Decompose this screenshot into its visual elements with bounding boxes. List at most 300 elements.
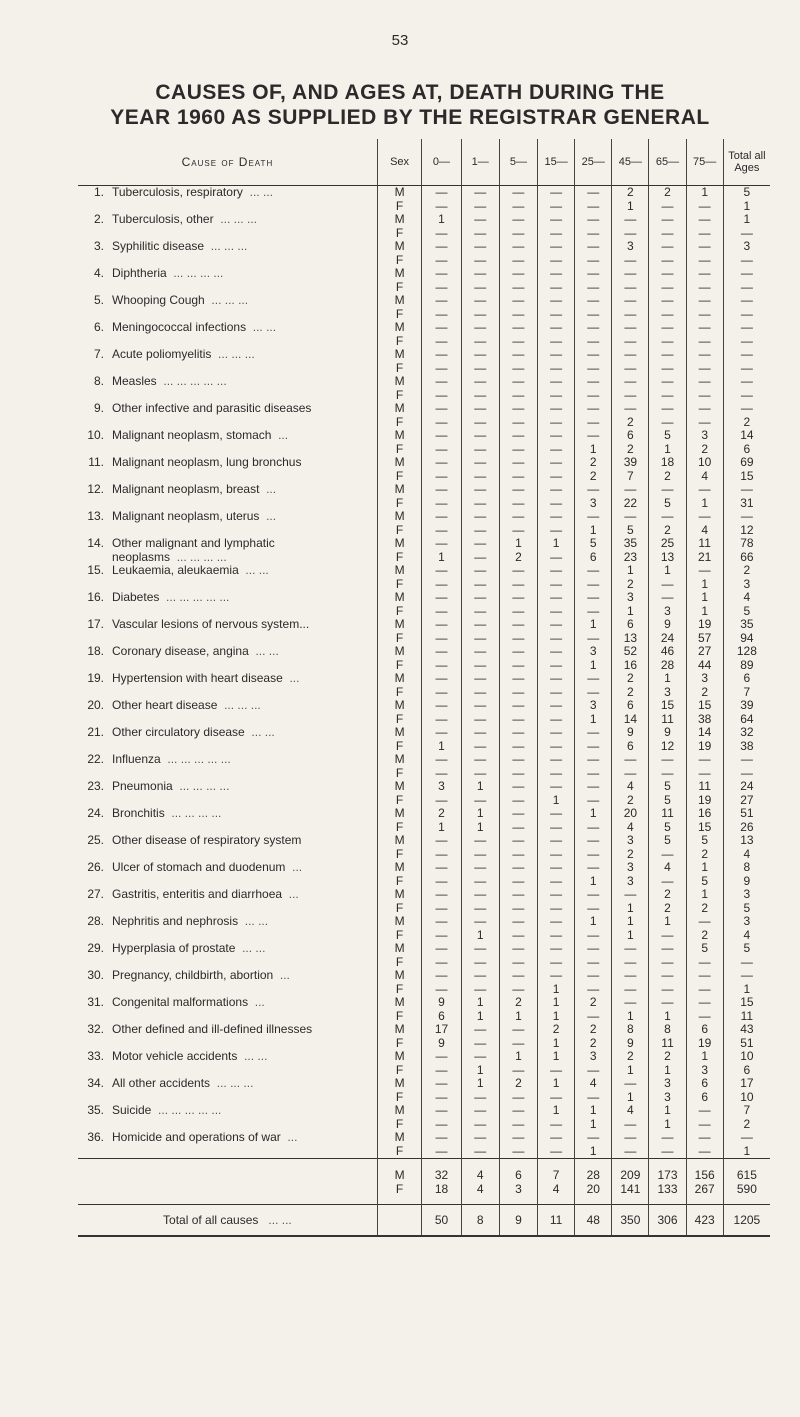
value-cell: — bbox=[461, 294, 499, 308]
value-cell: — bbox=[422, 726, 461, 740]
value-cell: 2 bbox=[701, 847, 708, 861]
value-cell: 2 bbox=[575, 470, 612, 484]
value-cell: — bbox=[538, 861, 575, 875]
value-cell: 1 bbox=[422, 740, 461, 754]
leader-dots: ... bbox=[288, 888, 299, 901]
value-cell: — bbox=[698, 280, 711, 294]
value-cell: 2 bbox=[575, 996, 612, 1010]
table-row bbox=[78, 362, 770, 376]
cause-number: 16. bbox=[87, 591, 104, 604]
value-cell: — bbox=[698, 969, 711, 982]
value-cell: — bbox=[461, 902, 499, 916]
sex-cell: M bbox=[377, 213, 422, 227]
table-row bbox=[78, 429, 770, 443]
total-cell: — bbox=[723, 294, 770, 308]
value-cell: 9 bbox=[422, 996, 461, 1010]
cause-number: 11. bbox=[88, 456, 104, 469]
value-cell: 6 bbox=[701, 1077, 708, 1090]
cause-name bbox=[112, 551, 377, 565]
value-cell: — bbox=[499, 672, 537, 686]
cause-cell bbox=[78, 1077, 377, 1091]
value-cell: 1 bbox=[612, 1010, 649, 1024]
sex-cell: F bbox=[377, 254, 422, 268]
value-cell: 2 bbox=[649, 470, 686, 484]
sex-cell: F bbox=[377, 416, 422, 430]
value-cell: — bbox=[499, 375, 537, 389]
total-cell: — bbox=[723, 483, 770, 497]
value-cell: 15 bbox=[697, 820, 712, 834]
value-cell: — bbox=[649, 767, 686, 781]
cause-cell bbox=[78, 524, 377, 538]
cause-name bbox=[112, 375, 377, 389]
value-cell: — bbox=[575, 969, 612, 983]
cause-name-text: Hyperplasia of prostate bbox=[112, 942, 236, 955]
value-cell: 1 bbox=[461, 929, 499, 943]
value-cell: 1 bbox=[461, 780, 499, 794]
value-cell: 2 bbox=[612, 672, 649, 686]
leader-dots: ... bbox=[266, 483, 277, 496]
value-cell: — bbox=[461, 632, 499, 646]
cause-name-text: Motor vehicle accidents bbox=[112, 1050, 238, 1063]
cause-name-text: Whooping Cough bbox=[112, 294, 205, 307]
value-cell: — bbox=[612, 753, 649, 767]
sex-cell: M bbox=[377, 402, 422, 416]
value-cell: — bbox=[698, 240, 711, 253]
value-cell: 1 bbox=[538, 1104, 575, 1118]
grand-total-cell: 50 bbox=[422, 1205, 461, 1237]
header-age: 65— bbox=[649, 139, 686, 186]
total-cell: 5 bbox=[723, 942, 770, 956]
value-cell: — bbox=[499, 308, 537, 322]
value-cell: — bbox=[698, 510, 711, 523]
cause-name bbox=[112, 888, 377, 902]
summary-cell: 141 bbox=[612, 1183, 649, 1197]
cause-number: 29. bbox=[87, 942, 104, 955]
value-cell: — bbox=[461, 1091, 499, 1105]
value-cell: 4 bbox=[701, 469, 708, 483]
sex-cell: F bbox=[377, 308, 422, 322]
value-cell: — bbox=[575, 794, 612, 808]
value-cell: — bbox=[461, 537, 499, 551]
value-cell: — bbox=[538, 915, 575, 929]
value-cell: — bbox=[538, 470, 575, 484]
sex-cell: F bbox=[377, 605, 422, 619]
cause-name-text: Hypertension with heart disease bbox=[112, 672, 283, 685]
value-cell: 19 bbox=[697, 739, 712, 753]
value-cell: 2 bbox=[612, 686, 649, 700]
total-cell: 4 bbox=[723, 591, 770, 605]
value-cell: — bbox=[499, 834, 537, 848]
cause-cell bbox=[78, 227, 377, 241]
header-age: 75— bbox=[686, 139, 723, 186]
value-cell: — bbox=[698, 996, 711, 1009]
value-cell: — bbox=[698, 213, 711, 226]
sex-cell: F bbox=[377, 1183, 422, 1197]
cause-name-text: Coronary disease, angina bbox=[112, 645, 249, 658]
sex-cell: M bbox=[377, 726, 422, 740]
table-row bbox=[78, 1010, 770, 1024]
value-cell: — bbox=[461, 456, 499, 470]
value-cell: 1 bbox=[612, 1091, 649, 1105]
value-cell: — bbox=[461, 591, 499, 605]
sex-cell: M bbox=[377, 537, 422, 551]
cause-name bbox=[112, 429, 377, 443]
total-cell: — bbox=[723, 321, 770, 335]
value-cell: — bbox=[461, 443, 499, 457]
value-cell: — bbox=[461, 213, 499, 227]
leader-dots: ... ... ... ... ... bbox=[166, 591, 230, 604]
header-total: Total all Ages bbox=[723, 139, 770, 186]
value-cell: 1 bbox=[649, 1010, 686, 1024]
cause-cell bbox=[78, 591, 377, 605]
value-cell: — bbox=[575, 348, 612, 362]
value-cell: — bbox=[461, 834, 499, 848]
value-cell: 2 bbox=[575, 456, 612, 470]
value-cell: — bbox=[461, 429, 499, 443]
value-cell: — bbox=[422, 227, 461, 241]
value-cell: — bbox=[422, 929, 461, 943]
cause-cell bbox=[78, 362, 377, 376]
table-row bbox=[78, 443, 770, 457]
value-cell: — bbox=[422, 645, 461, 659]
sex-cell: F bbox=[377, 443, 422, 457]
value-cell: 1 bbox=[575, 443, 612, 457]
table-row bbox=[78, 929, 770, 943]
leader-dots: ... ... ... bbox=[224, 699, 261, 712]
value-cell: — bbox=[461, 1118, 499, 1132]
header-age: 0— bbox=[422, 139, 461, 186]
value-cell: 1 bbox=[701, 1050, 708, 1063]
cause-cell bbox=[78, 254, 377, 268]
value-cell: — bbox=[422, 969, 461, 983]
value-cell: — bbox=[698, 982, 711, 996]
value-cell: — bbox=[698, 1117, 711, 1131]
value-cell: — bbox=[461, 659, 499, 673]
value-cell: 2 bbox=[612, 1050, 649, 1064]
cause-cell bbox=[78, 186, 377, 200]
cause-number: 33. bbox=[87, 1050, 104, 1063]
value-cell: — bbox=[422, 942, 461, 956]
value-cell: — bbox=[538, 942, 575, 956]
total-cell: 38 bbox=[723, 740, 770, 754]
total-cell: 51 bbox=[723, 807, 770, 821]
value-cell: — bbox=[422, 281, 461, 295]
value-cell: — bbox=[499, 429, 537, 443]
sex-cell: F bbox=[377, 227, 422, 241]
value-cell: — bbox=[499, 969, 537, 983]
value-cell: — bbox=[649, 848, 686, 862]
table-row bbox=[78, 956, 770, 970]
total-cell: 69 bbox=[723, 456, 770, 470]
value-cell: 14 bbox=[697, 726, 712, 739]
cause-cell bbox=[78, 578, 377, 592]
value-cell: 11 bbox=[649, 807, 686, 821]
value-cell: 1 bbox=[612, 1064, 649, 1078]
value-cell: — bbox=[422, 861, 461, 875]
value-cell: 1 bbox=[461, 821, 499, 835]
value-cell: — bbox=[698, 253, 711, 267]
value-cell: 15 bbox=[697, 699, 712, 712]
value-cell: 20 bbox=[612, 807, 649, 821]
total-cell: 3 bbox=[723, 240, 770, 254]
value-cell: — bbox=[422, 875, 461, 889]
value-cell: 1 bbox=[499, 1010, 537, 1024]
summary-cell: 156 bbox=[686, 1159, 723, 1183]
cause-cell bbox=[78, 240, 377, 254]
total-cell: 10 bbox=[723, 1050, 770, 1064]
value-cell: — bbox=[538, 321, 575, 335]
value-cell: 2 bbox=[701, 685, 708, 699]
cause-name-text: All other accidents bbox=[112, 1077, 211, 1090]
value-cell: — bbox=[461, 888, 499, 902]
table-row bbox=[78, 780, 770, 794]
summary-cell: 20 bbox=[575, 1183, 612, 1197]
value-cell: — bbox=[422, 902, 461, 916]
value-cell: — bbox=[538, 524, 575, 538]
value-cell: — bbox=[538, 1131, 575, 1145]
cause-name bbox=[112, 807, 377, 821]
cause-cell bbox=[78, 308, 377, 322]
value-cell: — bbox=[538, 227, 575, 241]
cause-number: 5. bbox=[93, 294, 104, 307]
cause-name-text: Leukaemia, aleukaemia bbox=[112, 564, 239, 577]
value-cell: — bbox=[538, 483, 575, 497]
value-cell: 6 bbox=[701, 1023, 708, 1036]
table-row bbox=[78, 686, 770, 700]
value-cell: — bbox=[698, 361, 711, 375]
value-cell: — bbox=[649, 281, 686, 295]
sex-cell: M bbox=[377, 834, 422, 848]
value-cell: — bbox=[499, 942, 537, 956]
value-cell: — bbox=[499, 1131, 537, 1145]
cause-cell bbox=[78, 389, 377, 403]
total-cell: 15 bbox=[723, 996, 770, 1010]
cause-cell bbox=[78, 740, 377, 754]
cause-cell bbox=[78, 686, 377, 700]
sex-cell: M bbox=[377, 1023, 422, 1037]
cause-cell bbox=[78, 659, 377, 673]
value-cell: — bbox=[499, 875, 537, 889]
sex-cell: M bbox=[377, 483, 422, 497]
value-cell: 19 bbox=[697, 793, 712, 807]
value-cell: — bbox=[538, 240, 575, 254]
value-cell: — bbox=[499, 618, 537, 632]
leader-dots: ... bbox=[278, 429, 289, 442]
total-cell: 5 bbox=[723, 605, 770, 619]
value-cell: — bbox=[538, 686, 575, 700]
value-cell: — bbox=[698, 294, 711, 307]
cause-name-text: Homicide and operations of war bbox=[112, 1131, 281, 1144]
value-cell: 39 bbox=[612, 456, 649, 470]
leader-dots: ... bbox=[279, 969, 290, 982]
summary-row-male bbox=[78, 1159, 770, 1183]
sex-cell: F bbox=[377, 335, 422, 349]
value-cell: — bbox=[575, 240, 612, 254]
total-cell: — bbox=[723, 362, 770, 376]
grand-total-cell: 423 bbox=[686, 1205, 723, 1237]
value-cell: 5 bbox=[701, 942, 708, 955]
value-cell: 1 bbox=[701, 577, 708, 591]
value-cell: 2 bbox=[612, 186, 649, 200]
value-cell: 2 bbox=[575, 1037, 612, 1051]
value-cell: — bbox=[499, 294, 537, 308]
cause-number: 15. bbox=[87, 564, 104, 577]
value-cell: 2 bbox=[538, 1023, 575, 1037]
table-row bbox=[78, 875, 770, 889]
cause-name bbox=[112, 618, 377, 632]
value-cell: — bbox=[499, 281, 537, 295]
cause-cell bbox=[78, 902, 377, 916]
value-cell: — bbox=[461, 551, 499, 565]
value-cell: — bbox=[575, 186, 612, 200]
total-cell: — bbox=[723, 510, 770, 524]
sex-cell: F bbox=[377, 821, 422, 835]
value-cell: — bbox=[538, 375, 575, 389]
table-row bbox=[78, 794, 770, 808]
cause-cell bbox=[78, 794, 377, 808]
cause-cell bbox=[78, 483, 377, 497]
value-cell: — bbox=[422, 267, 461, 281]
sex-cell: F bbox=[377, 470, 422, 484]
value-cell: — bbox=[538, 213, 575, 227]
value-cell: — bbox=[499, 348, 537, 362]
cause-number: 22. bbox=[87, 753, 104, 766]
value-cell: — bbox=[575, 416, 612, 430]
value-cell: 19 bbox=[697, 618, 712, 631]
cause-number: 26. bbox=[87, 861, 104, 874]
total-cell: — bbox=[723, 402, 770, 416]
value-cell: — bbox=[461, 254, 499, 268]
summary-cell: 32 bbox=[422, 1159, 461, 1183]
value-cell: — bbox=[698, 564, 711, 577]
table-row bbox=[78, 227, 770, 241]
leader-dots: ... ... ... bbox=[216, 1077, 254, 1090]
total-cell: 89 bbox=[723, 659, 770, 673]
value-cell: — bbox=[499, 902, 537, 916]
value-cell: — bbox=[461, 983, 499, 997]
cause-number: 31. bbox=[87, 996, 104, 1009]
header-age: 15— bbox=[538, 139, 575, 186]
table-row bbox=[78, 578, 770, 592]
value-cell: — bbox=[575, 578, 612, 592]
value-cell: — bbox=[612, 389, 649, 403]
cause-name-text: Bronchitis bbox=[112, 807, 165, 820]
cause-number: 34. bbox=[87, 1077, 104, 1090]
table-row bbox=[78, 254, 770, 268]
value-cell: — bbox=[698, 388, 711, 402]
value-cell: — bbox=[612, 888, 649, 902]
cause-name-text: Malignant neoplasm, stomach bbox=[112, 429, 272, 442]
value-cell: — bbox=[575, 281, 612, 295]
value-cell: 6 bbox=[612, 429, 649, 443]
sex-cell: F bbox=[377, 524, 422, 538]
value-cell: — bbox=[461, 699, 499, 713]
table-row bbox=[78, 510, 770, 524]
value-cell: — bbox=[499, 1104, 537, 1118]
value-cell: — bbox=[499, 240, 537, 254]
table-row bbox=[78, 564, 770, 578]
sex-cell: M bbox=[377, 321, 422, 335]
value-cell: 1 bbox=[575, 915, 612, 929]
value-cell: — bbox=[499, 780, 537, 794]
value-cell: 10 bbox=[697, 456, 712, 469]
summary-cell: 133 bbox=[649, 1183, 686, 1197]
value-cell: 1 bbox=[649, 1104, 686, 1118]
table-row bbox=[78, 1050, 770, 1064]
value-cell: — bbox=[612, 983, 649, 997]
total-cell: — bbox=[723, 969, 770, 983]
value-cell: 14 bbox=[612, 713, 649, 727]
value-cell: — bbox=[422, 470, 461, 484]
cause-name bbox=[112, 969, 377, 983]
table-row bbox=[78, 1023, 770, 1037]
sex-cell: M bbox=[377, 186, 422, 200]
value-cell: — bbox=[575, 389, 612, 403]
table-row bbox=[78, 834, 770, 848]
cause-name-text: Congenital malformations bbox=[112, 996, 249, 1009]
sex-cell: M bbox=[377, 1050, 422, 1064]
cause-name-text: Malignant neoplasm, uterus bbox=[112, 510, 260, 523]
total-cell: 1 bbox=[723, 1145, 770, 1159]
value-cell: — bbox=[575, 564, 612, 578]
cause-cell bbox=[78, 1104, 377, 1118]
value-cell: — bbox=[649, 308, 686, 322]
value-cell: — bbox=[499, 956, 537, 970]
page-title bbox=[60, 80, 760, 130]
cause-name-text: Malignant neoplasm, breast bbox=[112, 483, 260, 496]
cause-cell bbox=[78, 767, 377, 781]
value-cell: — bbox=[461, 348, 499, 362]
value-cell: — bbox=[649, 591, 686, 605]
value-cell: — bbox=[461, 672, 499, 686]
value-cell: — bbox=[612, 281, 649, 295]
value-cell: — bbox=[499, 591, 537, 605]
sex-cell: M bbox=[377, 294, 422, 308]
cause-name bbox=[112, 483, 377, 497]
value-cell: — bbox=[698, 1009, 711, 1023]
sex-cell: F bbox=[377, 956, 422, 970]
cause-cell bbox=[78, 780, 377, 794]
table-row bbox=[78, 267, 770, 281]
cause-number: 30. bbox=[87, 969, 104, 982]
sex-cell: F bbox=[377, 578, 422, 592]
cause-number: 21. bbox=[87, 726, 104, 739]
table-row bbox=[78, 213, 770, 227]
value-cell: — bbox=[612, 1145, 649, 1159]
value-cell: — bbox=[649, 753, 686, 767]
table-row bbox=[78, 186, 770, 200]
leader-dots: ... ... bbox=[244, 1050, 268, 1063]
value-cell: — bbox=[461, 605, 499, 619]
value-cell: — bbox=[499, 848, 537, 862]
value-cell: 1 bbox=[575, 618, 612, 632]
table-row bbox=[78, 699, 770, 713]
value-cell: — bbox=[612, 308, 649, 322]
cause-name bbox=[112, 834, 377, 848]
cause-cell bbox=[78, 632, 377, 646]
total-cell: 2 bbox=[723, 564, 770, 578]
summary-cell: 3 bbox=[499, 1183, 537, 1197]
header-age: 25— bbox=[575, 139, 612, 186]
value-cell: — bbox=[698, 1131, 711, 1144]
cause-cell bbox=[78, 348, 377, 362]
value-cell: — bbox=[499, 794, 537, 808]
value-cell: — bbox=[538, 929, 575, 943]
value-cell: 2 bbox=[422, 807, 461, 821]
value-cell: — bbox=[422, 1131, 461, 1145]
value-cell: — bbox=[422, 362, 461, 376]
value-cell: 1 bbox=[575, 713, 612, 727]
